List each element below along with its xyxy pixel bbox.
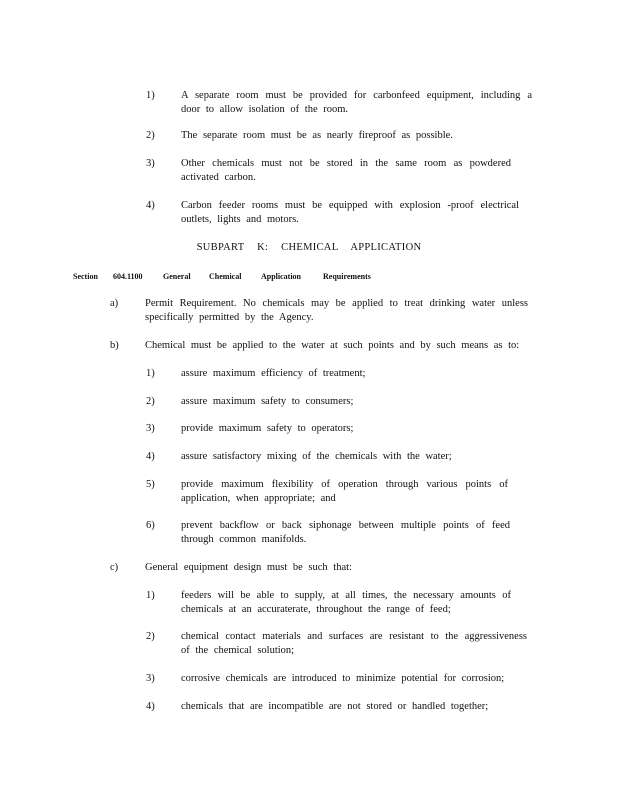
section-number: 604.1100 bbox=[113, 272, 143, 281]
list-number: 3) bbox=[146, 673, 155, 684]
list-number: 1) bbox=[146, 590, 155, 601]
list-text: The separate room must be as nearly fireproof as possible. bbox=[181, 130, 453, 141]
list-text: A separate room must be provided for carbonfeed equipment, including a door to allow isolation of the room. bbox=[181, 90, 532, 115]
list-number: 4) bbox=[146, 701, 155, 712]
list-text: assure satisfactory mixing of the chemicals with the water; bbox=[181, 451, 452, 462]
subpart-heading: SUBPART K: CHEMICAL APPLICATION bbox=[196, 242, 422, 253]
list-text: Other chemicals must not be stored in the same room as powdered activated carbon. bbox=[181, 158, 511, 183]
list-text: chemicals that are incompatible are not stored or handled together; bbox=[181, 701, 489, 712]
list-text: chemical contact materials and surfaces are resistant to the aggressiveness of the chemical solution; bbox=[181, 631, 527, 656]
paragraph-letter: c) bbox=[110, 562, 119, 573]
section-title-word: General bbox=[163, 272, 191, 281]
list-number: 2) bbox=[146, 396, 155, 407]
list-text: provide maximum safety to operators; bbox=[181, 423, 354, 434]
list-text: assure maximum safety to consumers; bbox=[181, 396, 354, 407]
list-text: assure maximum efficiency of treatment; bbox=[181, 368, 366, 379]
paragraph-text: Chemical must be applied to the water at such points and by such means as to: bbox=[145, 340, 520, 351]
list-text: prevent backflow or back siphonage between multiple points of feed through common manifolds. bbox=[181, 520, 510, 545]
list-text: feeders will be able to supply, at all times, the necessary amounts of chemicals at an accuraterate, throughout the range of feed; bbox=[181, 590, 511, 615]
list-text: provide maximum flexibility of operation through various points of application, when appropriate; and bbox=[181, 479, 508, 504]
list-text: Carbon feeder rooms must be equipped with explosion -proof electrical outlets, lights and motors. bbox=[181, 200, 519, 225]
paragraph-text: General equipment design must be such that: bbox=[145, 562, 352, 573]
list-number: 1) bbox=[146, 90, 155, 101]
list-number: 3) bbox=[146, 423, 155, 434]
list-number: 5) bbox=[146, 479, 155, 490]
section-title-word: Chemical bbox=[209, 272, 242, 281]
list-text: corrosive chemicals are introduced to minimize potential for corrosion; bbox=[181, 673, 505, 684]
list-number: 1) bbox=[146, 368, 155, 379]
paragraph-letter: b) bbox=[110, 340, 119, 351]
list-number: 3) bbox=[146, 158, 155, 169]
section-label: Section bbox=[73, 272, 98, 281]
list-number: 6) bbox=[146, 520, 155, 531]
list-number: 4) bbox=[146, 451, 155, 462]
section-title-word: Requirements bbox=[323, 272, 371, 281]
section-title-word: Application bbox=[261, 272, 302, 281]
list-number: 2) bbox=[146, 631, 155, 642]
paragraph-text: Permit Requirement. No chemicals may be applied to treat drinking water unless specifically permitted by the Agency. bbox=[145, 298, 528, 323]
paragraph-letter: a) bbox=[110, 298, 119, 309]
list-number: 2) bbox=[146, 130, 155, 141]
list-number: 4) bbox=[146, 200, 155, 211]
